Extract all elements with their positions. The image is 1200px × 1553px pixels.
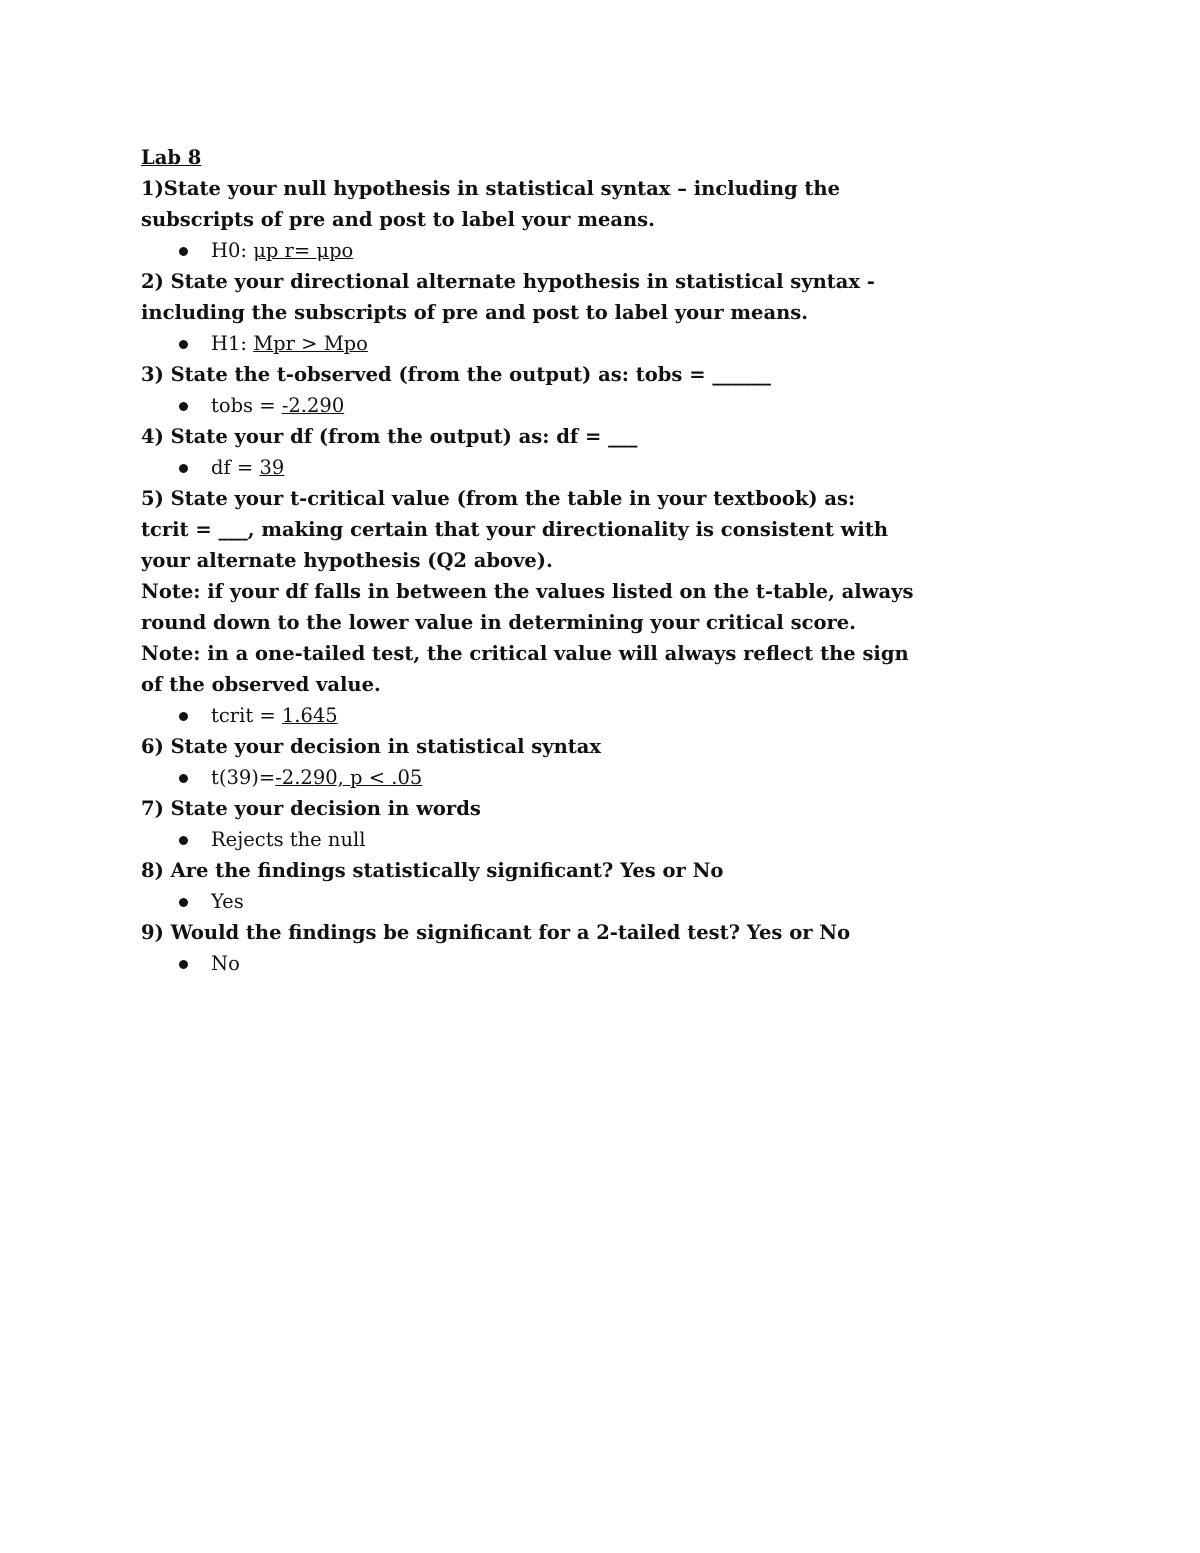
question-5-line-1: 5) State your t-critical value (from the table in your textbook) as: xyxy=(141,487,856,510)
answer-3 xyxy=(141,390,861,421)
answer-7-value: Rejects the null xyxy=(211,828,366,851)
answer-2 xyxy=(141,328,861,359)
question-9-line-1: 9) Would the findings be significant for a 2-tailed test? Yes or No xyxy=(141,921,851,944)
question-1-line-1: 1)State your null hypothesis in statistical syntax – including the xyxy=(141,177,841,200)
answer-1-prefix: H0: xyxy=(211,239,254,262)
question-5-note-1-line-1: Note: if your df falls in between the values listed on the t-table, always xyxy=(141,580,914,603)
question-5-note-2-line-1: Note: in a one-tailed test, the critical value will always reflect the sign xyxy=(141,642,909,665)
answer-2-prefix: H1: xyxy=(211,332,254,355)
bullet-icon xyxy=(179,340,188,349)
document-title: Lab 8 xyxy=(141,146,202,169)
bullet-icon xyxy=(179,712,188,721)
answer-5 xyxy=(141,700,861,731)
answer-9-value: No xyxy=(211,952,240,975)
answer-1-value: μp r= μpo xyxy=(253,239,354,262)
question-5-note-1-line-2: round down to the lower value in determining your critical score. xyxy=(141,611,856,634)
bullet-icon xyxy=(179,960,188,969)
answer-2-value: Mpr > Mpo xyxy=(253,332,368,355)
answer-4-prefix: df = xyxy=(211,456,260,479)
bullet-icon xyxy=(179,464,188,473)
answer-6 xyxy=(141,762,861,793)
answer-3-prefix: tobs = xyxy=(211,394,282,417)
answer-9 xyxy=(141,948,861,979)
bullet-icon xyxy=(179,836,188,845)
bullet-icon xyxy=(179,898,188,907)
answer-5-prefix: tcrit = xyxy=(211,704,282,727)
answer-6-prefix: t(39)= xyxy=(211,766,276,789)
question-2-line-1: 2) State your directional alternate hypothesis in statistical syntax - xyxy=(141,270,875,293)
question-5-note-2-line-2: of the observed value. xyxy=(141,673,381,696)
question-5-line-2: tcrit = ___, making certain that your directionality is consistent with xyxy=(141,518,888,541)
question-7-line-1: 7) State your decision in words xyxy=(141,797,481,820)
answer-8-value: Yes xyxy=(211,890,244,913)
question-4-line-1: 4) State your df (from the output) as: df = ___ xyxy=(141,425,638,448)
answer-7 xyxy=(141,824,861,855)
answer-4-value: 39 xyxy=(259,456,285,479)
question-5-line-3: your alternate hypothesis (Q2 above). xyxy=(141,549,553,572)
question-3-line-1: 3) State the t-observed (from the output) as: tobs = ______ xyxy=(141,363,771,386)
question-1-line-2: subscripts of pre and post to label your means. xyxy=(141,208,655,231)
question-2-line-2: including the subscripts of pre and post to label your means. xyxy=(141,301,809,324)
answer-3-value: -2.290 xyxy=(281,394,345,417)
bullet-icon xyxy=(179,247,188,256)
answer-8 xyxy=(141,886,861,917)
document-page xyxy=(141,142,914,979)
answer-6-value: -2.290, p < .05 xyxy=(275,766,423,789)
bullet-icon xyxy=(179,402,188,411)
question-8-line-1: 8) Are the findings statistically significant? Yes or No xyxy=(141,859,724,882)
bullet-icon xyxy=(179,774,188,783)
question-6-line-1: 6) State your decision in statistical syntax xyxy=(141,735,602,758)
answer-5-value: 1.645 xyxy=(281,704,338,727)
answer-4 xyxy=(141,452,861,483)
answer-1 xyxy=(141,235,861,266)
